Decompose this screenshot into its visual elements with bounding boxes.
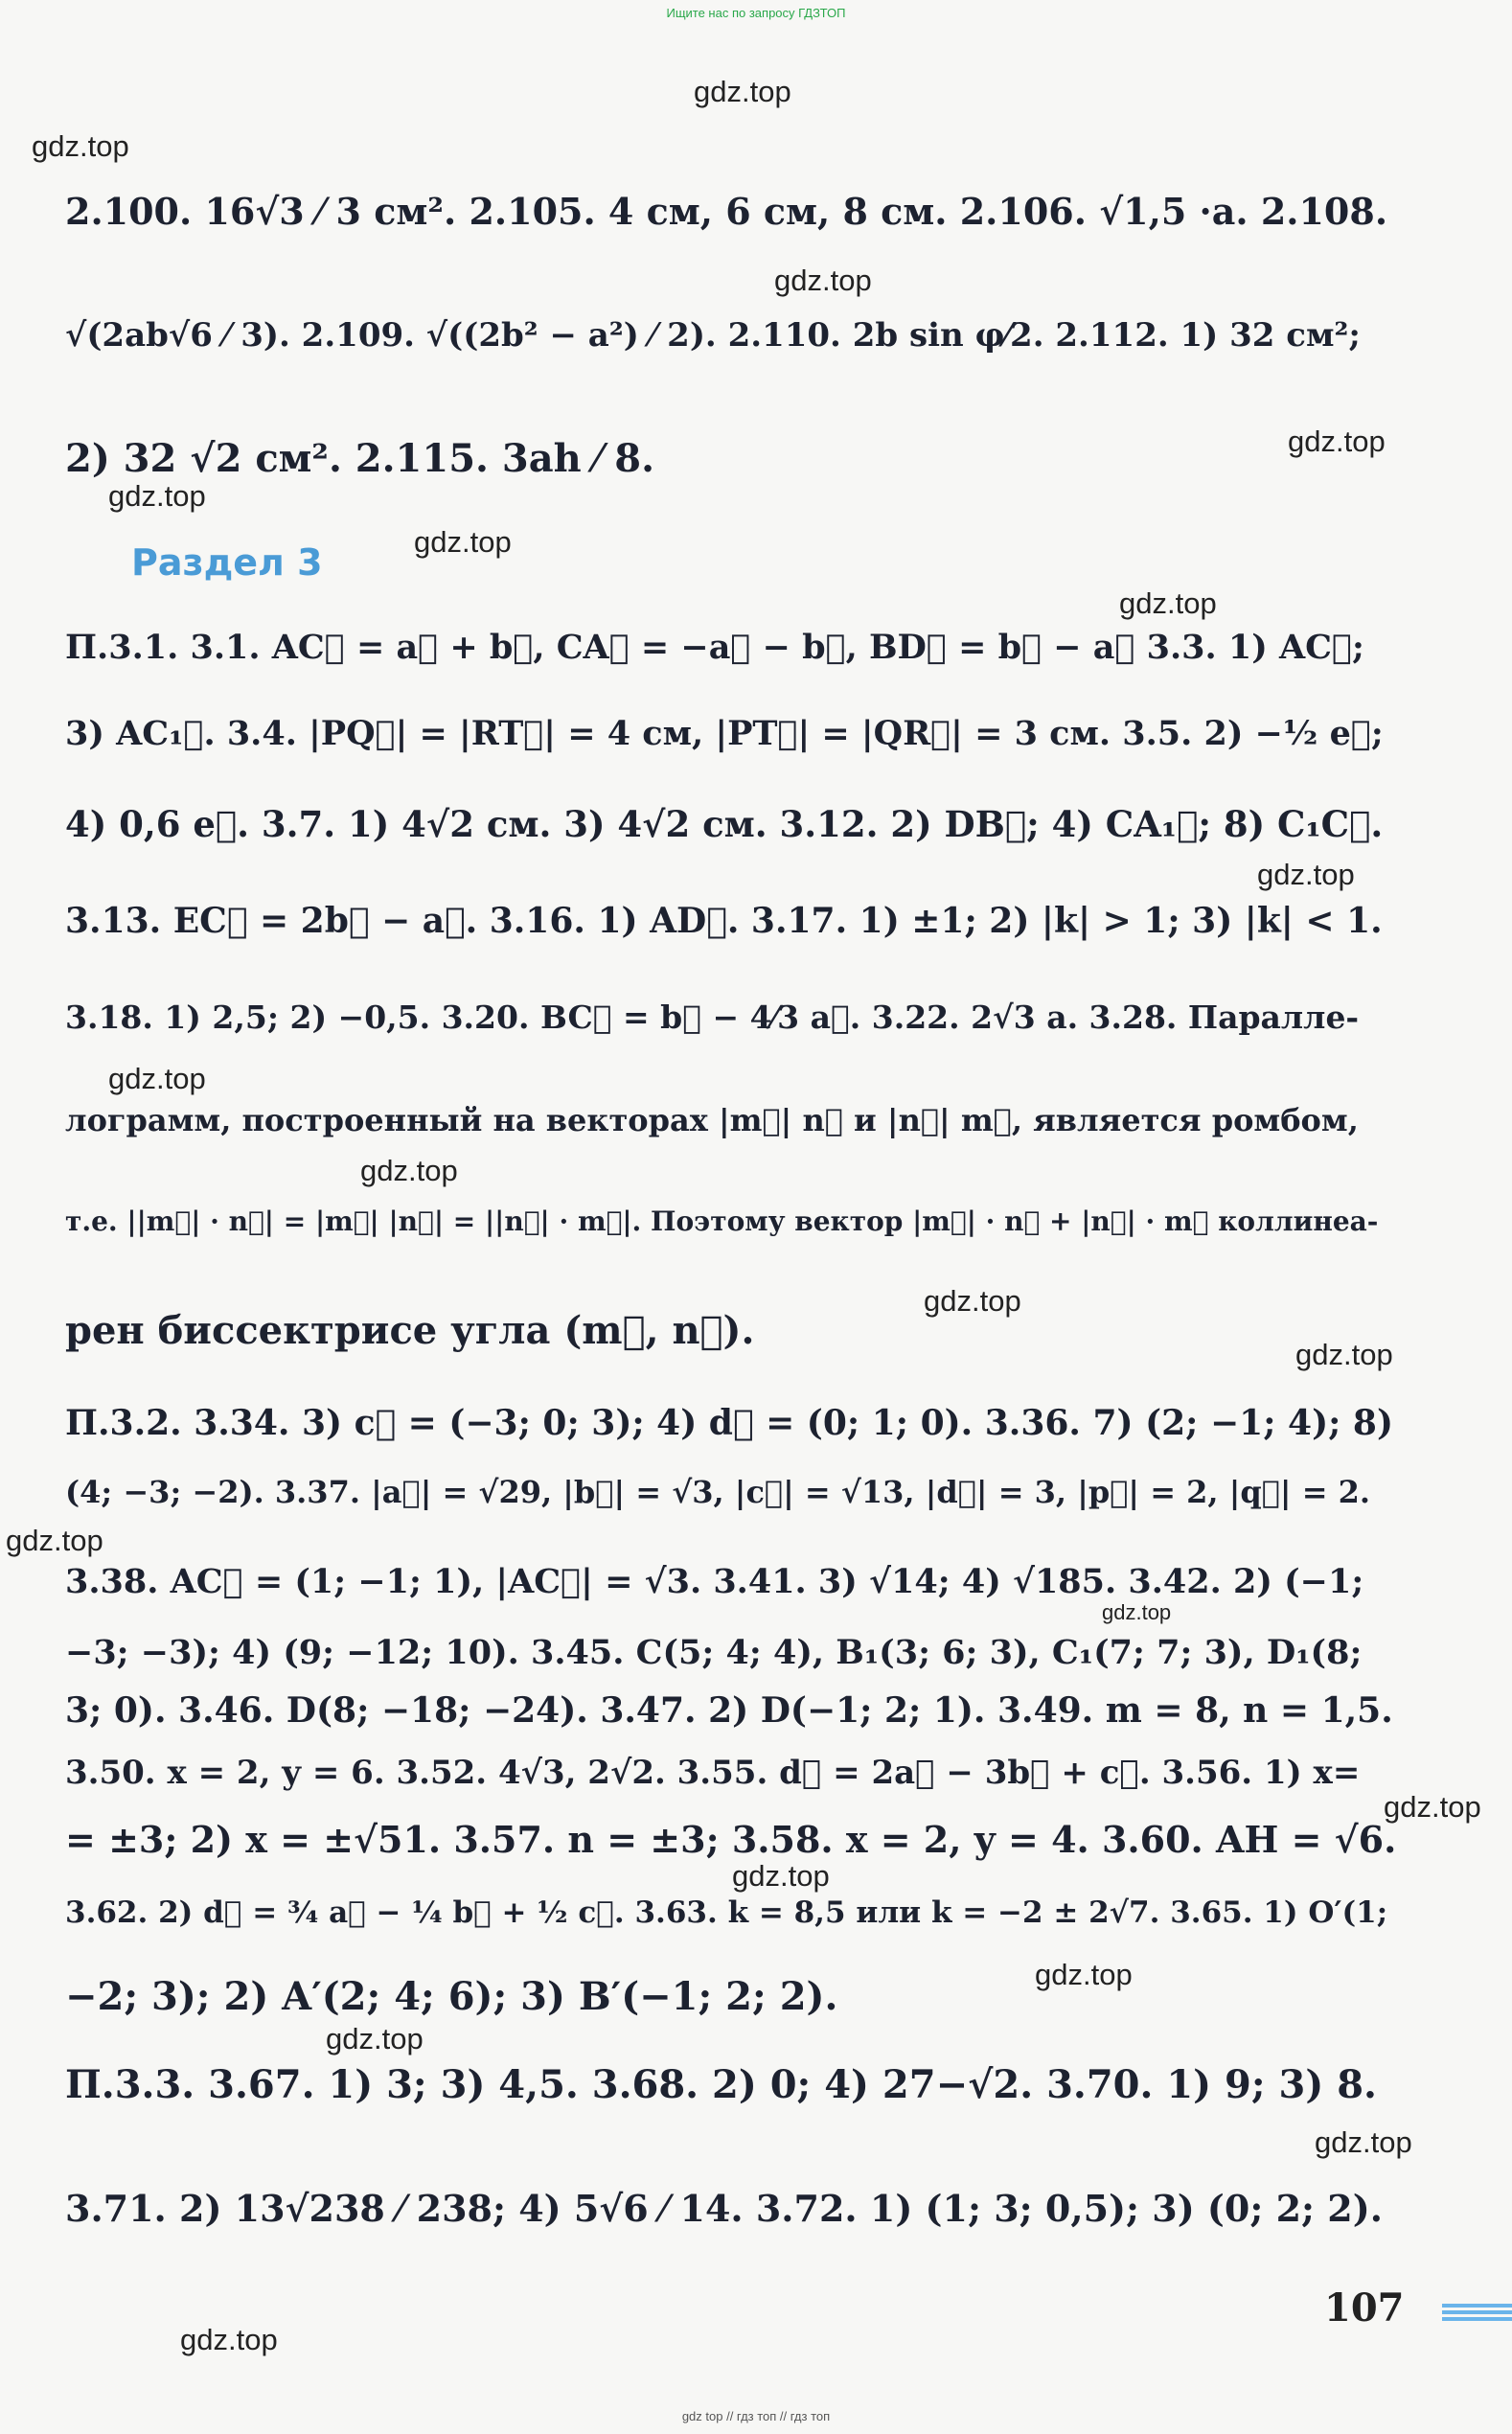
watermark: gdz.top — [108, 479, 206, 513]
watermark: gdz.top — [1035, 1958, 1133, 1991]
answer-line: 3) AC₁⃗. 3.4. |PQ⃗| = |RT⃗| = 4 см, |PT⃗| = |QR⃗| = 3 см. 3.5. 2) −½ e⃗; — [65, 714, 1384, 753]
answer-line: 2) 32 √2 см². 2.115. 3ah ⁄ 8. — [65, 436, 655, 481]
page-number: 107 — [1324, 2285, 1405, 2331]
watermark: gdz.top — [732, 1859, 830, 1893]
watermark: gdz.top — [694, 75, 791, 108]
watermark: gdz.top — [1384, 1790, 1481, 1824]
answer-line: П.3.1. 3.1. AC⃗ = a⃗ + b⃗, CA⃗ = −a⃗ − b⃗, BD⃗ = b⃗ − a⃗ 3.3. 1) AC⃗; — [65, 628, 1364, 667]
answer-line: = ±3; 2) x = ±√51. 3.57. n = ±3; 3.58. x = 2, y = 4. 3.60. AH = √6. — [65, 1818, 1397, 1861]
answer-line: 3; 0). 3.46. D(8; −18; −24). 3.47. 2) D(−1; 2; 1). 3.49. m = 8, n = 1,5. — [65, 1690, 1393, 1731]
page-edge-marker — [1442, 2304, 1512, 2321]
watermark: gdz.top — [180, 2323, 278, 2356]
answer-line: 3.62. 2) d⃗ = ¾ a⃗ − ¼ b⃗ + ½ c⃗. 3.63. k = 8,5 или k = −2 ± 2√7. 3.65. 1) O′(1; — [65, 1895, 1388, 1930]
answer-line: −3; −3); 4) (9; −12; 10). 3.45. C(5; 4; 4), B₁(3; 6; 3), C₁(7; 7; 3), D₁(8; — [65, 1633, 1363, 1672]
watermark: gdz.top — [774, 264, 872, 297]
watermark: gdz.top — [1295, 1338, 1393, 1371]
answer-line: 2.100. 16√3 ⁄ 3 см². 2.105. 4 см, 6 см, 8 см. 2.106. √1,5 ·a. 2.108. — [65, 190, 1388, 233]
watermark: gdz.top — [924, 1284, 1021, 1318]
watermark: gdz.top — [1315, 2125, 1412, 2159]
answer-line: 3.13. EC⃗ = 2b⃗ − a⃗. 3.16. 1) AD⃗. 3.17. 1) ±1; 2) |k| > 1; 3) |k| < 1. — [65, 901, 1383, 941]
answer-line: 3.71. 2) 13√238 ⁄ 238; 4) 5√6 ⁄ 14. 3.72. 1) (1; 3; 0,5); 3) (0; 2; 2). — [65, 2187, 1383, 2230]
watermark: gdz.top — [326, 2022, 424, 2055]
watermark: gdz.top — [32, 129, 129, 163]
watermark: gdz.top — [6, 1524, 103, 1557]
answer-line: П.3.2. 3.34. 3) c⃗ = (−3; 0; 3); 4) d⃗ = (0; 1; 0). 3.36. 7) (2; −1; 4); 8) — [65, 1403, 1394, 1443]
answer-line: −2; 3); 2) A′(2; 4; 6); 3) B′(−1; 2; 2). — [65, 1974, 838, 2019]
bottom-banner: gdz top // гдз топ // гдз топ — [681, 2409, 831, 2423]
answer-line: П.3.3. 3.67. 1) 3; 3) 4,5. 3.68. 2) 0; 4) 27−√2. 3.70. 1) 9; 3) 8. — [65, 2062, 1377, 2107]
watermark: gdz.top — [414, 525, 512, 559]
answer-line: 3.18. 1) 2,5; 2) −0,5. 3.20. BC⃗ = b⃗ − 4⁄3 a⃗. 3.22. 2√3 a. 3.28. Паралле- — [65, 999, 1360, 1036]
answer-line: 4) 0,6 e⃗. 3.7. 1) 4√2 см. 3) 4√2 см. 3.12. 2) DB⃗; 4) CA₁⃗; 8) C₁C⃗. — [65, 803, 1384, 845]
section-heading: Раздел 3 — [131, 541, 323, 584]
answer-line: √(2ab√6 ⁄ 3). 2.109. √((2b² − a²) ⁄ 2). 2.110. 2b sin φ⁄2. 2.112. 1) 32 см²; — [65, 316, 1361, 355]
answer-line: рен биссектрисе угла (m⃗, n⃗). — [65, 1308, 755, 1353]
watermark: gdz.top — [360, 1154, 458, 1187]
answer-line: (4; −3; −2). 3.37. |a⃗| = √29, |b⃗| = √3, |c⃗| = √13, |d⃗| = 3, |p⃗| = 2, |q⃗| = 2. — [65, 1474, 1371, 1510]
watermark: gdz.top — [108, 1062, 206, 1095]
watermark: gdz.top — [1102, 1600, 1172, 1624]
answer-line: т.е. ||m⃗| · n⃗| = |m⃗| |n⃗| = ||n⃗| · m⃗|. Поэтому вектор |m⃗| · n⃗ + |n⃗| · m⃗ коллинеа- — [65, 1206, 1379, 1237]
watermark: gdz.top — [1257, 858, 1355, 891]
answer-line: 3.50. x = 2, y = 6. 3.52. 4√3, 2√2. 3.55. d⃗ = 2a⃗ − 3b⃗ + c⃗. 3.56. 1) x= — [65, 1754, 1361, 1792]
watermark: gdz.top — [1119, 586, 1217, 620]
watermark: gdz.top — [1288, 425, 1386, 458]
answer-line: лограмм, построенный на векторах |m⃗| n⃗ и |n⃗| m⃗, является ромбом, — [65, 1102, 1359, 1138]
answer-line: 3.38. AC⃗ = (1; −1; 1), |AC⃗| = √3. 3.41. 3) √14; 4) √185. 3.42. 2) (−1; — [65, 1562, 1364, 1601]
top-banner: Ищите нас по запросу ГДЗТОП — [666, 6, 846, 20]
